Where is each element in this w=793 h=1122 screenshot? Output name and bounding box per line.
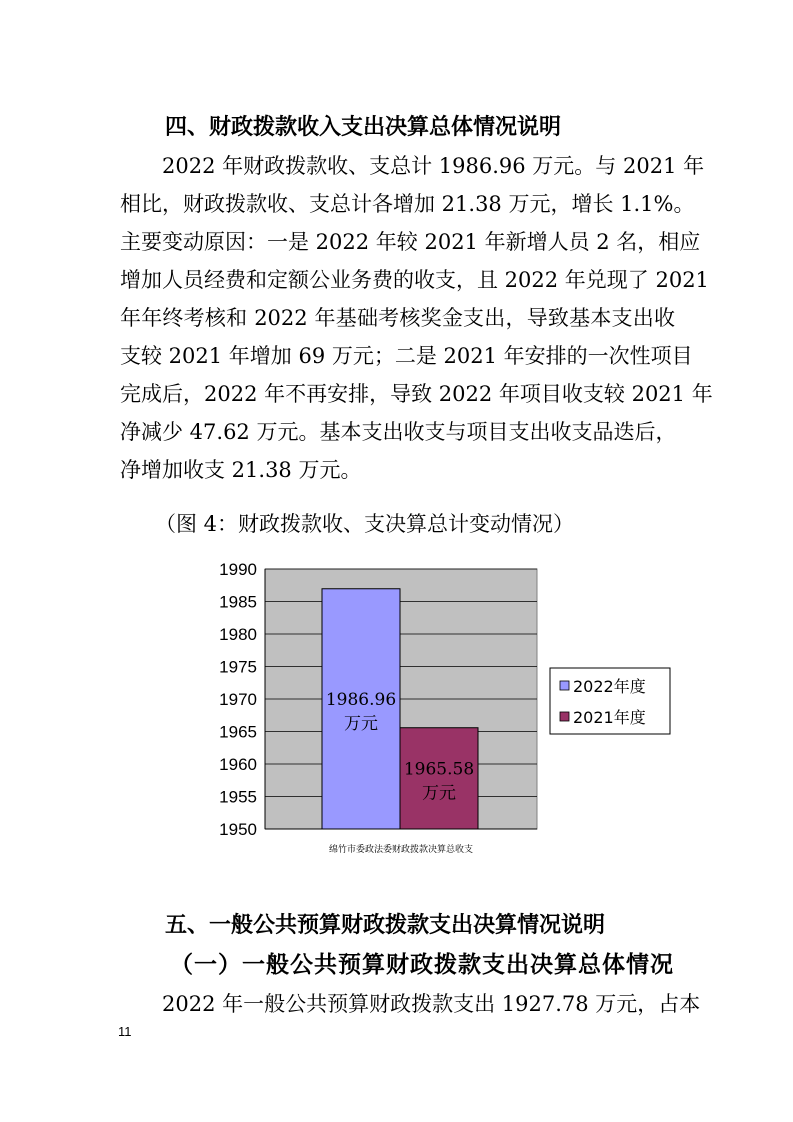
section5-paragraph-line: 2022 年一般公共预算财政拨款支出 1927.78 万元，占本 (162, 992, 701, 1016)
paragraph-line: 净减少 47.62 万元。基本支出收支与项目支出收支品迭后， (120, 420, 677, 444)
legend-swatch-2022 (560, 681, 569, 690)
y-tick-label: 1985 (219, 592, 257, 612)
bar-data-label: 万元 (422, 783, 456, 804)
paragraph-line: 相比，财政拨款收、支总计各增加 21.38 万元，增长 1.1%。 (120, 192, 695, 216)
y-tick-label: 1960 (219, 755, 257, 774)
bar-data-label: 1986.96 (325, 689, 397, 710)
figure-caption: （图 4：财政拨款收、支决算总计变动情况） (155, 512, 575, 536)
page-number: 11 (118, 1024, 132, 1039)
y-tick-label: 1970 (219, 690, 257, 709)
paragraph-line: 净增加收支 21.38 万元。 (120, 458, 362, 482)
section5-subheading: （一）一般公共预算财政拨款支出决算总体情况 (170, 952, 674, 978)
paragraph-line: 年年终考核和 2022 年基础考核奖金支出，导致基本支出收 (120, 306, 675, 330)
legend-label-2021: 2021年度 (573, 708, 646, 727)
paragraph-line: 完成后，2022 年不再安排，导致 2022 年项目收支较 2021 年 (120, 382, 713, 406)
bar-data-label: 1965.58 (403, 759, 475, 780)
legend-swatch-2021 (560, 712, 569, 721)
y-tick-label: 1975 (219, 657, 257, 677)
paragraph-line: 增加人员经费和定额公业务费的收支，且 2022 年兑现了 2021 (120, 268, 709, 292)
paragraph-line: 主要变动原因：一是 2022 年较 2021 年新增人员 2 名，相应 (120, 230, 701, 254)
x-category-label: 绵竹市委政法委财政拨款决算总收支 (328, 845, 474, 855)
y-tick-label: 1965 (219, 722, 257, 742)
y-tick-label: 1950 (219, 820, 257, 839)
y-tick-label: 1955 (219, 787, 257, 807)
bar-data-label: 万元 (344, 713, 378, 734)
y-tick-label: 1990 (219, 560, 257, 579)
legend-label-2022: 2022年度 (573, 677, 646, 696)
paragraph-line: 支较 2021 年增加 69 万元；二是 2021 年安排的一次性项目 (120, 344, 693, 368)
section4-heading: 四、财政拨款收入支出决算总体情况说明 (165, 115, 562, 140)
paragraph-line: 2022 年财政拨款收、支总计 1986.96 万元。与 2021 年 (162, 154, 705, 178)
bar-chart (190, 555, 690, 865)
y-tick-label: 1980 (219, 625, 257, 644)
legend (550, 668, 670, 734)
section5-heading: 五、一般公共预算财政拨款支出决算情况说明 (165, 913, 606, 938)
